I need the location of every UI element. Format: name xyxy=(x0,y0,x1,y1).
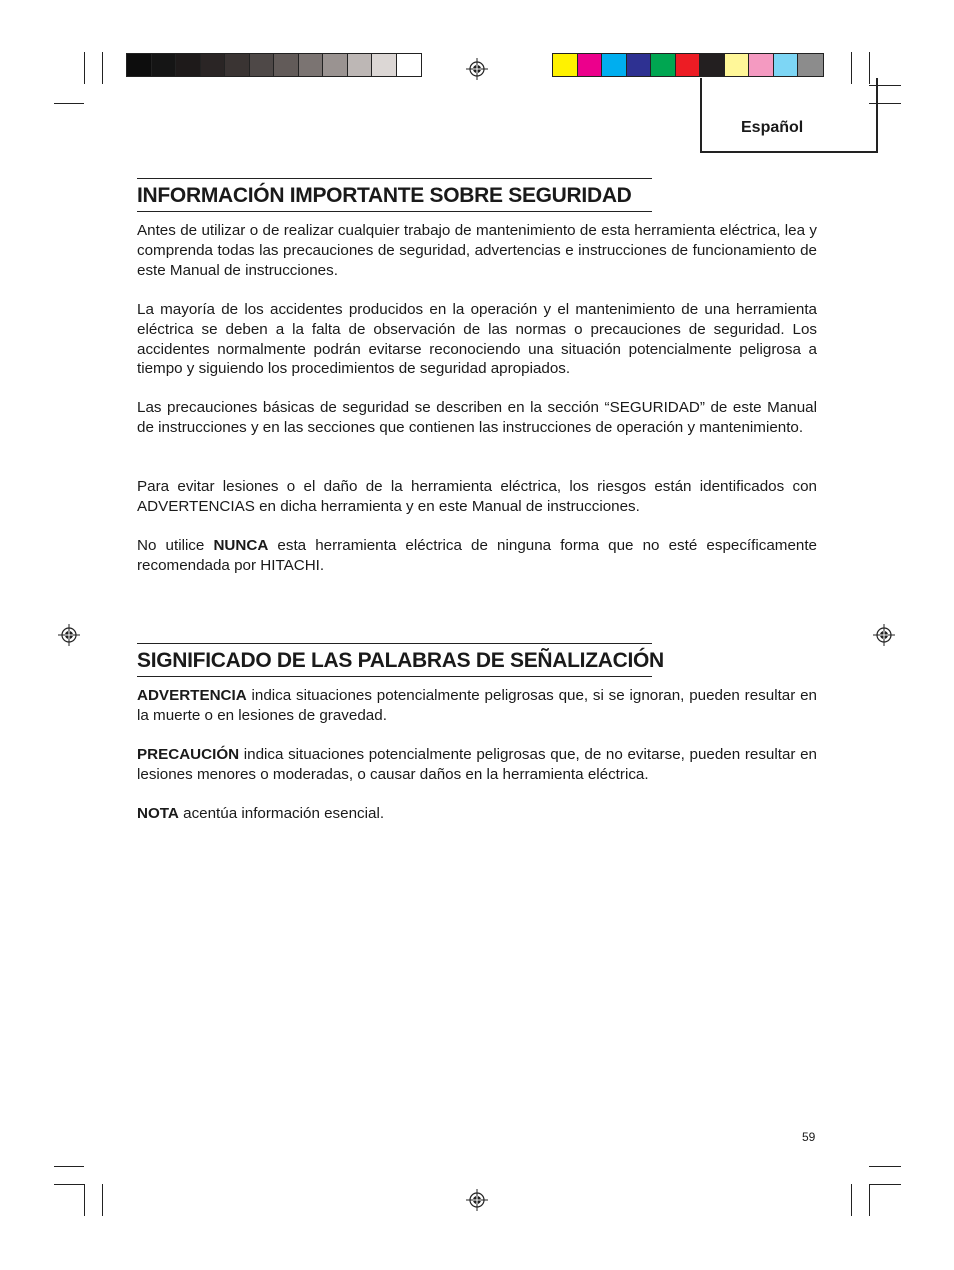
paragraph xyxy=(137,536,817,576)
color-swatch xyxy=(225,54,250,76)
color-swatch xyxy=(201,54,226,76)
section-title-signal-words: SIGNIFICADO DE LAS PALABRAS DE SEÑALIZACIÓN xyxy=(137,643,652,677)
paragraph-warning xyxy=(137,686,817,726)
paragraph-note xyxy=(137,804,817,824)
color-swatch xyxy=(372,54,397,76)
paragraph-text: esta herramienta eléctrica de ninguna forma que no esté específicamente recomendada por HITACHI. xyxy=(137,537,817,574)
crop-mark xyxy=(869,1184,870,1216)
color-swatch xyxy=(397,54,422,76)
color-swatch xyxy=(250,54,275,76)
color-swatch xyxy=(602,54,627,76)
emphasis-never: NUNCA xyxy=(213,537,269,554)
signal-word-caution: PRECAUCIÓN xyxy=(137,746,240,763)
color-swatch xyxy=(176,54,201,76)
color-swatch xyxy=(578,54,603,76)
paragraph: Las precauciones básicas de seguridad se describen en la sección “SEGURIDAD” de este Manual de instrucciones y en las secciones que contienen las instrucciones de operación y mantenimiento. xyxy=(137,399,817,436)
paragraph: Para evitar lesiones o el daño de la herramienta eléctrica, los riesgos están identificados con ADVERTENCIAS en dicha herramienta y en este Manual de instrucciones. xyxy=(137,478,817,515)
signal-word-warning: ADVERTENCIA xyxy=(137,687,247,704)
color-swatch xyxy=(299,54,324,76)
color-swatch xyxy=(348,54,373,76)
crop-mark xyxy=(54,103,84,104)
color-swatch xyxy=(152,54,177,76)
language-tab xyxy=(700,78,878,153)
crop-mark xyxy=(102,1184,103,1216)
crop-mark xyxy=(54,1166,84,1167)
color-swatch xyxy=(553,54,578,76)
language-label: Español xyxy=(741,119,804,136)
paragraph-caution xyxy=(137,745,817,785)
crop-mark xyxy=(869,1184,901,1185)
section-title-safety: INFORMACIÓN IMPORTANTE SOBRE SEGURIDAD xyxy=(137,178,652,212)
color-swatch xyxy=(774,54,799,76)
paragraph-text: No utilice xyxy=(137,537,214,554)
color-swatch xyxy=(627,54,652,76)
color-swatch xyxy=(274,54,299,76)
registration-mark-icon xyxy=(466,1189,488,1211)
color-swatch xyxy=(798,54,823,76)
paragraph-text: indica situaciones potencialmente peligrosas que, si se ignoran, pueden resultar en la muerte o en lesiones de gravedad. xyxy=(137,687,817,724)
grayscale-calibration-bar xyxy=(126,53,422,77)
paragraph: Antes de utilizar o de realizar cualquier trabajo de mantenimiento de esta herramienta eléctrica, lea y comprenda todas las precauciones de seguridad, advertencias e instrucciones de funcionamiento de este Manual de instrucciones. xyxy=(137,222,817,279)
color-swatch xyxy=(700,54,725,76)
color-swatch xyxy=(127,54,152,76)
crop-mark xyxy=(54,1184,84,1185)
crop-mark xyxy=(869,1166,901,1167)
paragraph-text: indica situaciones potencialmente peligrosas que, de no evitarse, pueden resultar en lesiones menores o moderadas, o causar daños en la herramienta eléctrica. xyxy=(137,746,817,783)
crop-mark xyxy=(851,1184,852,1216)
color-swatch xyxy=(651,54,676,76)
color-swatch xyxy=(725,54,750,76)
color-calibration-bar xyxy=(552,53,824,77)
color-swatch xyxy=(676,54,701,76)
registration-mark-icon xyxy=(58,624,80,646)
color-swatch xyxy=(323,54,348,76)
crop-mark xyxy=(84,52,85,84)
crop-mark xyxy=(84,1184,85,1216)
color-swatch xyxy=(749,54,774,76)
signal-word-note: NOTA xyxy=(137,805,179,822)
registration-mark-icon xyxy=(466,58,488,80)
registration-mark-icon xyxy=(873,624,895,646)
page-number: 59 xyxy=(802,1130,816,1144)
crop-mark xyxy=(102,52,103,84)
paragraph-text: acentúa información esencial. xyxy=(178,805,385,822)
paragraph: La mayoría de los accidentes producidos en la operación y el mantenimiento de una herramienta eléctrica se deben a la falta de observación de las normas o precauciones de seguridad. Los accidentes normalmente podrán evitarse reconociendo una situación potencialmente peligrosa a tiempo y siguiendo los procedimientos de seguridad apropiados. xyxy=(137,301,817,378)
